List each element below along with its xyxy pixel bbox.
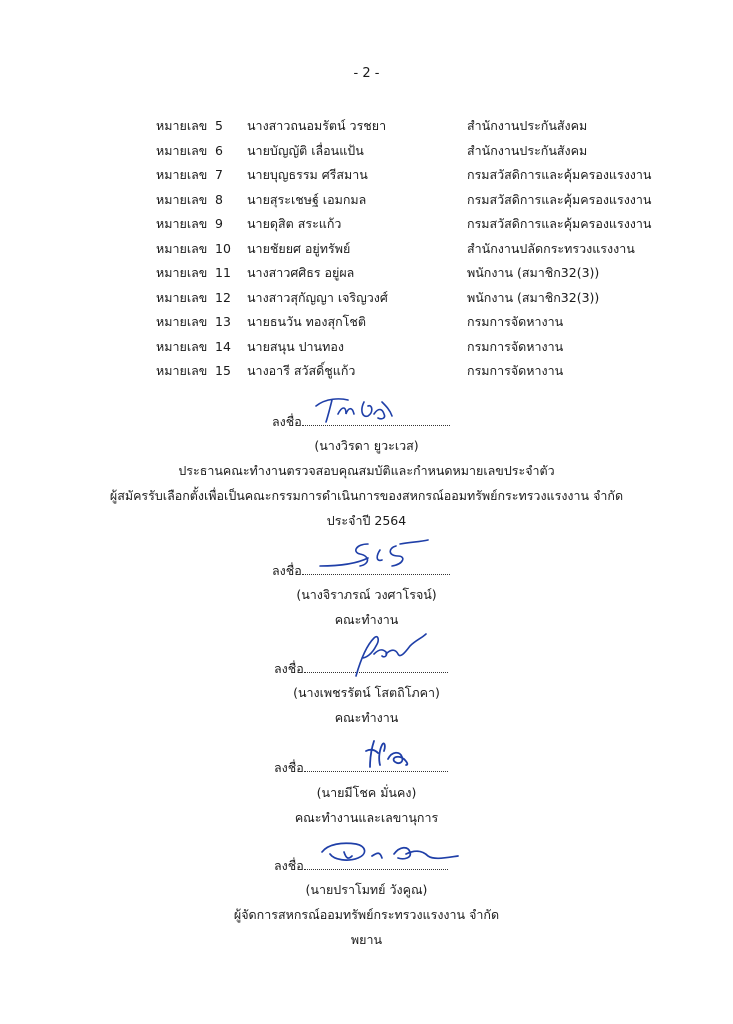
signer-role: คณะทำงาน [334, 612, 399, 627]
candidate-label: หมายเลข [156, 240, 208, 256]
candidate-number: 15 [215, 363, 231, 378]
sign-prefix: ลงชื่อ [274, 661, 304, 676]
list-item [0, 188, 733, 212]
candidate-label: หมายเลข [156, 363, 208, 378]
candidate-org: พนักงาน (สมาชิก32(3)) [467, 265, 600, 280]
candidate-number: 6 [215, 142, 223, 158]
signer-name: (นายปราโมทย์ วังคูณ) [305, 882, 428, 897]
signer-role: ผู้สมัครรับเลือกตั้งเพื่อเป็นคณะกรรมการดำเนินการของสหกรณ์ออมทรัพย์กระทรวงแรงงาน จำกัด [109, 488, 624, 503]
signer-name: (นางวิรดา ยูวะเวส) [314, 438, 419, 453]
candidate-label: หมายเลข [156, 338, 208, 354]
candidate-name: นายดุสิต สระแก้ว [247, 216, 342, 231]
candidate-number: 5 [215, 118, 223, 133]
signer-role: พยาน [350, 932, 383, 947]
candidate-org: กรมการจัดหางาน [467, 338, 564, 354]
list-item [0, 286, 733, 310]
candidate-name: นายสุระเชษฐ์ เอมกมล [247, 191, 367, 207]
sign-prefix: ลงชื่อ [274, 858, 304, 873]
candidate-number: 8 [215, 191, 223, 207]
candidate-name: นางสาวสุกัญญา เจริญวงศ์ [247, 289, 388, 305]
candidate-name: นายชัยยศ อยู่ทรัพย์ [247, 240, 351, 256]
candidate-label: หมายเลข [156, 118, 208, 133]
candidate-number: 13 [215, 314, 231, 329]
handwritten-signature-image [318, 838, 462, 866]
candidate-name: นายสนุน ปานทอง [247, 338, 344, 354]
candidate-org: กรมสวัสดิการและคุ้มครองแรงงาน [467, 167, 652, 182]
list-item [0, 359, 733, 383]
candidate-number: 12 [215, 289, 231, 305]
candidate-number: 10 [215, 240, 231, 256]
candidate-org: กรมการจัดหางาน [467, 314, 564, 329]
list-item [0, 114, 733, 138]
signer-name: (นายมีโชค มั่นคง) [316, 785, 417, 800]
candidate-name: นายธนวัน ทองสุกโชติ [247, 314, 366, 329]
candidate-name: นางสาวถนอมรัตน์ วรชยา [247, 118, 387, 133]
candidate-label: หมายเลข [156, 289, 208, 305]
list-item [0, 335, 733, 359]
handwritten-signature-image [312, 392, 396, 426]
handwritten-signature-image [316, 536, 432, 572]
signer-role: ประจำปี 2564 [326, 513, 407, 528]
candidate-org: พนักงาน (สมาชิก32(3)) [467, 289, 600, 305]
signer-role: คณะทำงานและเลขานุการ [294, 810, 439, 825]
candidate-label: หมายเลข [156, 191, 208, 207]
page-number: - 2 - [353, 66, 380, 81]
candidate-number: 9 [215, 216, 223, 231]
candidate-org: สำนักงานปลัดกระทรวงแรงงาน [467, 240, 635, 256]
candidate-org: สำนักงานประกันสังคม [467, 118, 588, 133]
list-item [0, 163, 733, 187]
list-item [0, 139, 733, 163]
candidate-org: กรมสวัสดิการและคุ้มครองแรงงาน [467, 191, 652, 207]
candidate-label: หมายเลข [156, 265, 208, 280]
signature-line [274, 758, 448, 778]
candidate-label: หมายเลข [156, 167, 208, 182]
candidate-name: นายบุญธรรม ศรีสมาน [247, 167, 368, 182]
candidate-org: กรมสวัสดิการและคุ้มครองแรงงาน [467, 216, 652, 231]
sign-prefix: ลงชื่อ [272, 414, 302, 429]
signer-role: ผู้จัดการสหกรณ์ออมทรัพย์กระทรวงแรงงาน จำกัด [233, 907, 500, 922]
candidate-number: 14 [215, 338, 231, 354]
candidate-org: สำนักงานประกันสังคม [467, 142, 588, 158]
candidate-number: 11 [215, 265, 231, 280]
candidate-name: นายบัญญัติ เลื่อนแป้น [247, 142, 364, 158]
signer-name: (นางเพชรรัตน์ โสตถิโภคา) [293, 685, 440, 700]
signer-name: (นางจิราภรณ์ วงศาโรจน์) [296, 587, 437, 602]
candidate-name: นางสาวศศิธร อยู่ผล [247, 265, 355, 280]
signer-role: ประธานคณะทำงานตรวจสอบคุณสมบัติและกำหนดหมายเลขประจำตัว [178, 463, 555, 478]
list-item [0, 212, 733, 236]
candidate-number: 7 [215, 167, 223, 182]
candidate-name: นางอารี สวัสดิ์ชูแก้ว [247, 363, 356, 378]
handwritten-signature-image [362, 737, 412, 769]
candidate-label: หมายเลข [156, 314, 208, 329]
list-item [0, 261, 733, 285]
candidate-org: กรมการจัดหางาน [467, 363, 564, 378]
handwritten-signature-image [352, 632, 428, 678]
list-item [0, 310, 733, 334]
sign-prefix: ลงชื่อ [272, 563, 302, 578]
candidate-label: หมายเลข [156, 142, 208, 158]
candidate-label: หมายเลข [156, 216, 208, 231]
list-item [0, 237, 733, 261]
signer-role: คณะทำงาน [334, 710, 399, 725]
sign-prefix: ลงชื่อ [274, 760, 304, 775]
